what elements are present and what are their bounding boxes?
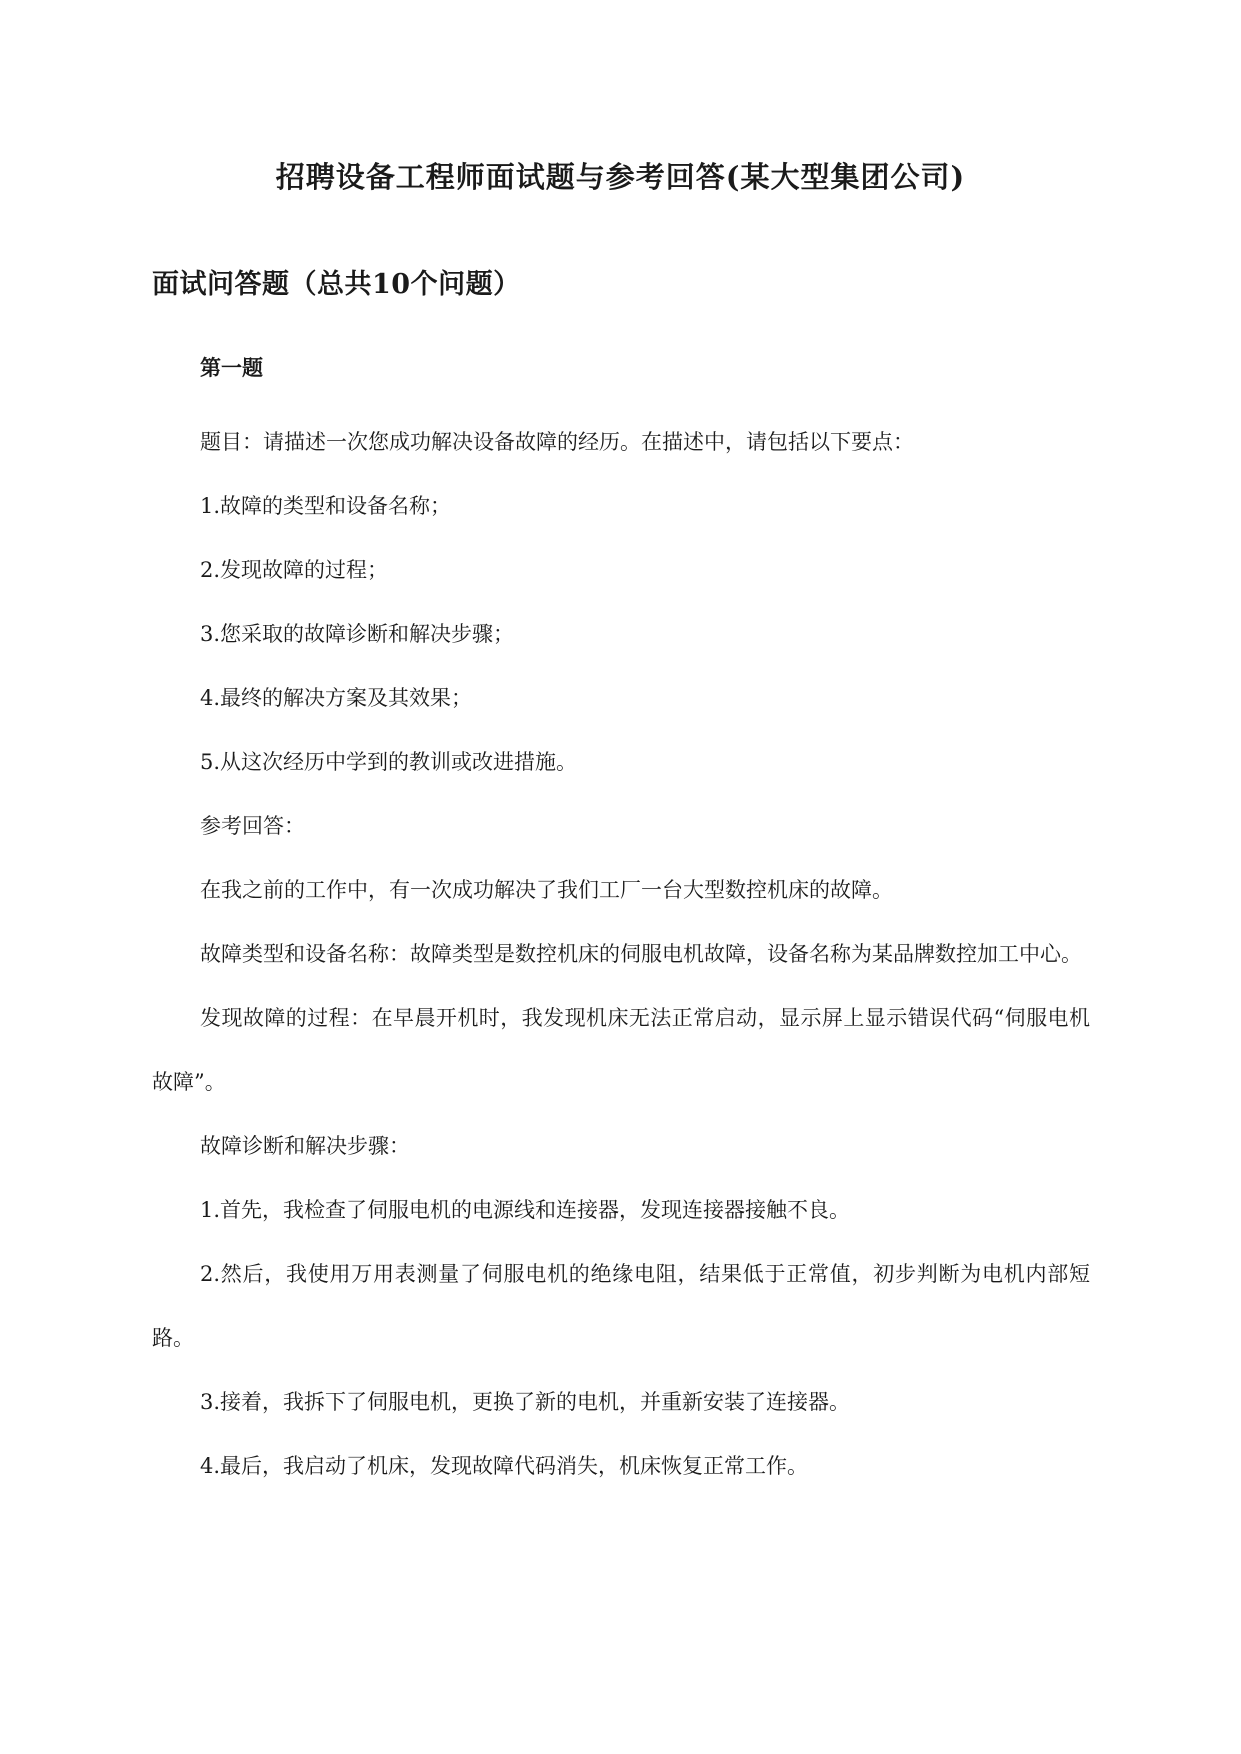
requirement-item: 2.发现故障的过程； — [200, 558, 389, 582]
answer-paragraph: 故障类型和设备名称：故障类型是数控机床的伺服电机故障，设备名称为某品牌数控加工中心。 — [200, 942, 1082, 966]
diagnosis-step: 2.然后，我使用万用表测量了伺服电机的绝缘电阻，结果低于正常值，初步判断为电机内部短路。 — [152, 1262, 1090, 1350]
question-prompt: 题目：请描述一次您成功解决设备故障的经历。在描述中，请包括以下要点： — [200, 430, 914, 454]
question-title: 第一题 — [200, 355, 263, 380]
document-title: 招聘设备工程师面试题与参考回答(某大型集团公司) — [275, 160, 966, 194]
requirement-item: 5.从这次经历中学到的教训或改进措施。 — [200, 750, 578, 774]
diagnosis-step: 3.接着，我拆下了伺服电机，更换了新的电机，并重新安装了连接器。 — [200, 1390, 851, 1414]
requirement-item: 3.您采取的故障诊断和解决步骤； — [200, 622, 515, 646]
section-heading: 面试问答题（总共10个问题） — [152, 269, 521, 300]
answer-paragraph: 故障诊断和解决步骤： — [200, 1134, 410, 1158]
answer-paragraph: 发现故障的过程：在早晨开机时，我发现机床无法正常启动，显示屏上显示错误代码“伺服电机故障”。 — [152, 1006, 1090, 1094]
answer-paragraph: 在我之前的工作中，有一次成功解决了我们工厂一台大型数控机床的故障。 — [200, 878, 893, 902]
diagnosis-step: 4.最后，我启动了机床，发现故障代码消失，机床恢复正常工作。 — [200, 1454, 809, 1478]
diagnosis-step: 1.首先，我检查了伺服电机的电源线和连接器，发现连接器接触不良。 — [200, 1198, 851, 1222]
requirement-item: 4.最终的解决方案及其效果； — [200, 686, 473, 710]
document-body — [152, 410, 1090, 1498]
requirement-item: 1.故障的类型和设备名称； — [200, 494, 452, 518]
answer-label: 参考回答： — [200, 814, 305, 838]
